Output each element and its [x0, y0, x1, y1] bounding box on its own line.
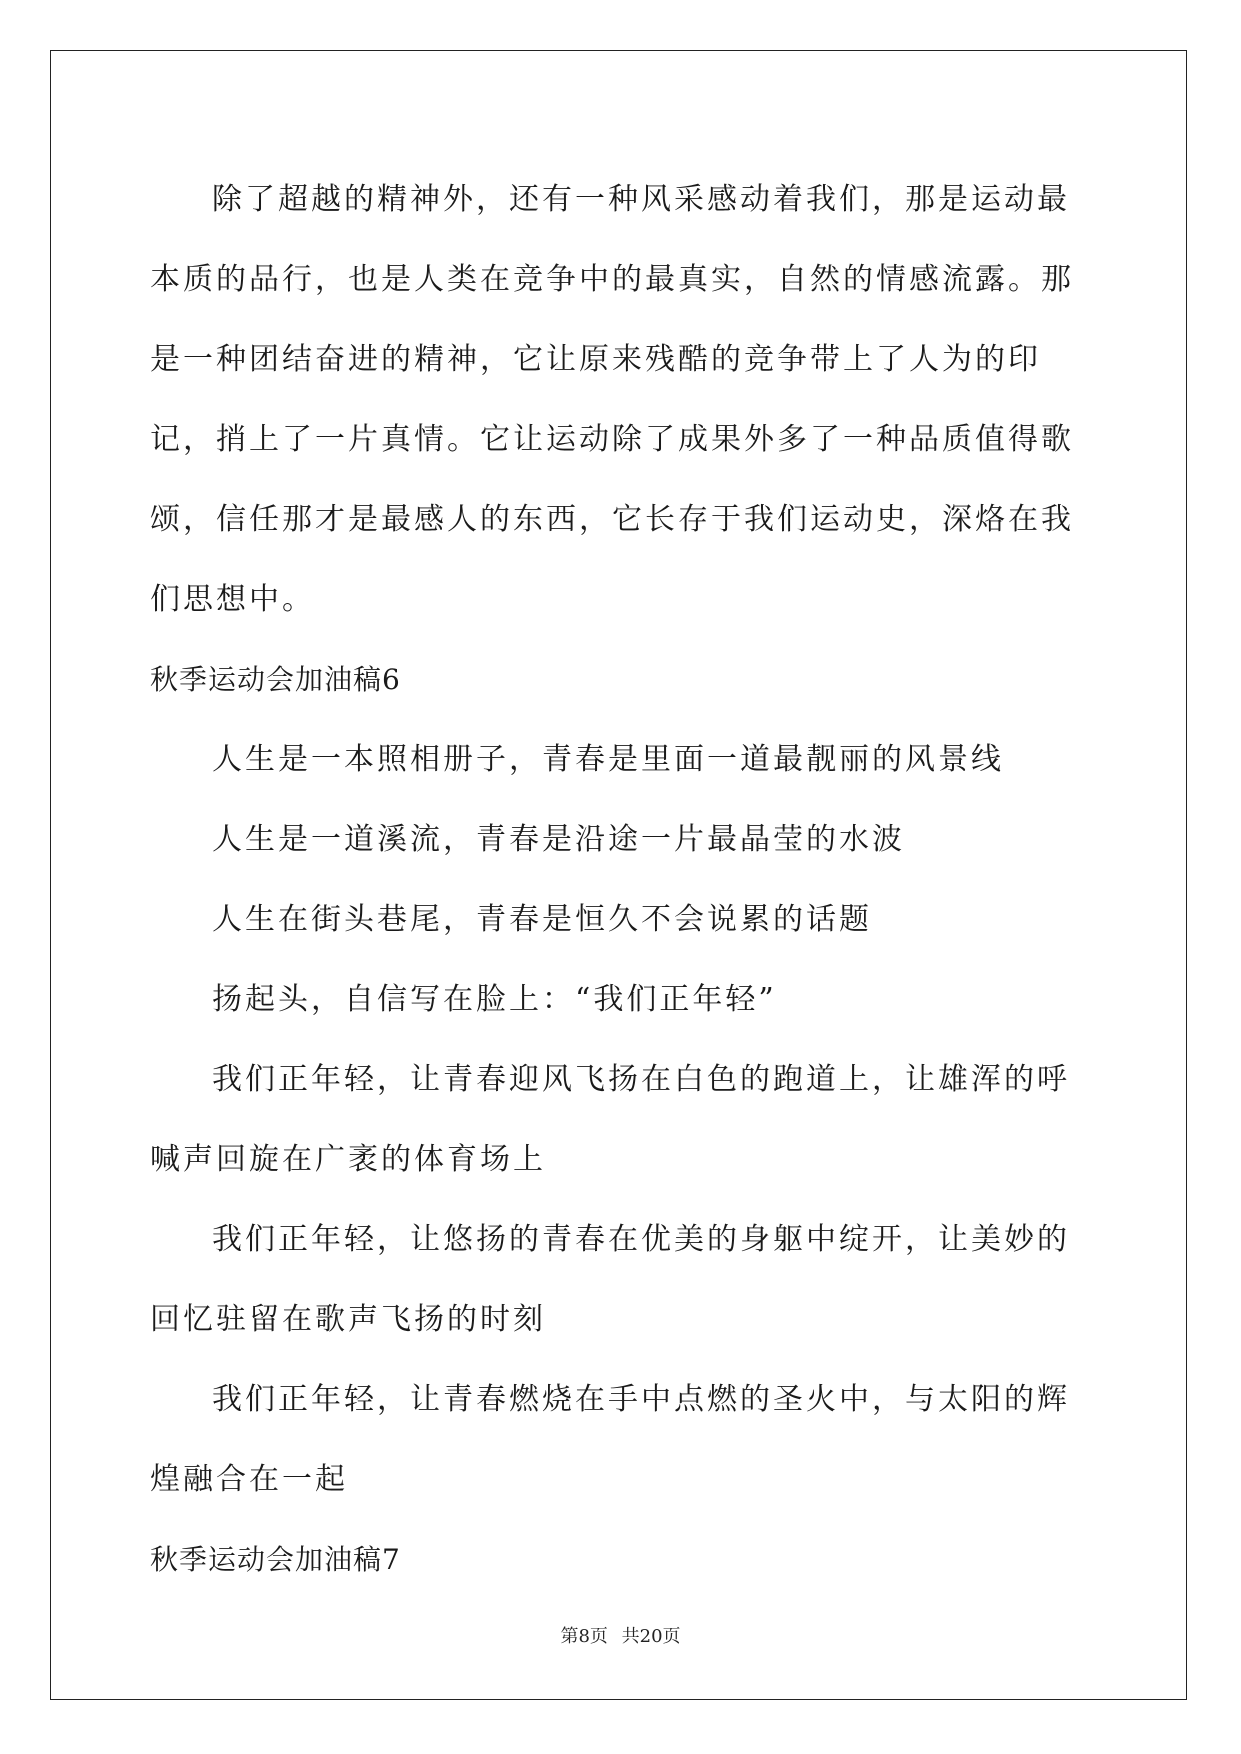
- page-footer: [0, 1622, 1241, 1648]
- paragraph: 我们正年轻，让悠扬的青春在优美的身躯中绽开，让美妙的回忆驻留在歌声飞扬的时刻: [150, 1222, 1070, 1337]
- page-total: 共20页: [621, 1626, 681, 1647]
- paragraph: 人生是一道溪流，青春是沿途一片最晶莹的水波: [212, 822, 905, 857]
- section-heading-7: 秋季运动会加油稿7: [150, 1543, 401, 1576]
- paragraph: 扬起头，自信写在脸上：“我们正年轻”: [212, 982, 777, 1017]
- page-number: 第8页: [560, 1626, 608, 1647]
- paragraph: 除了超越的精神外，还有一种风采感动着我们，那是运动最本质的品行，也是人类在竞争中的最真实，自然的情感流露。那是一种团结奋进的精神，它让原来残酷的竞争带上了人为的印记，捎上了一片真情。它让运动除了成果外多了一种品质值得歌颂，信任那才是最感人的东西，它长存于我们运动史，深烙在我们思想中。: [150, 182, 1074, 617]
- section-heading-6: 秋季运动会加油稿6: [150, 663, 401, 696]
- paragraph: 我们正年轻，让青春迎风飞扬在白色的跑道上，让雄浑的呼喊声回旋在广袤的体育场上: [150, 1062, 1070, 1177]
- paragraph: 我们正年轻，让青春燃烧在手中点燃的圣火中，与太阳的辉煌融合在一起: [150, 1382, 1070, 1497]
- paragraph: 人生在街头巷尾，青春是恒久不会说累的话题: [212, 902, 872, 937]
- paragraph: 人生是一本照相册子，青春是里面一道最靓丽的风景线: [212, 742, 1004, 777]
- document-body: [150, 160, 1095, 1600]
